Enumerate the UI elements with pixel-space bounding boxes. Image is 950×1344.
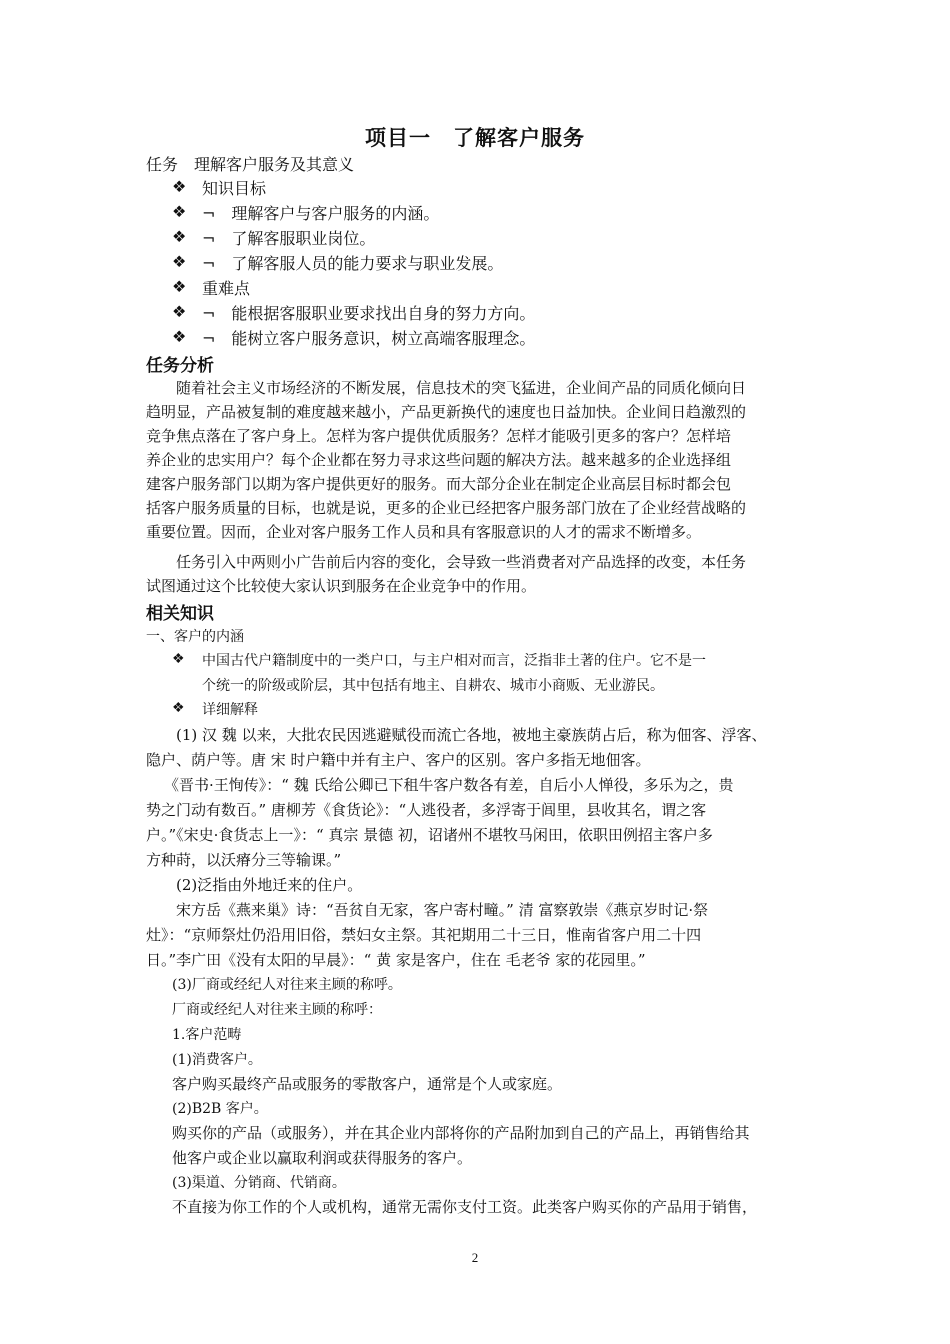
paragraph-line: 试图通过这个比较使大家认识到服务在企业竞争中的作用。 [146,577,537,595]
detail-line: 客户购买最终产品或服务的零散客户，通常是个人或家庭。 [172,1075,563,1093]
detail-line: (3)厂商或经纪人对往来主顾的称呼。 [172,977,402,993]
goal-item: ¬ 能树立客户服务意识，树立高端客服理念。 [202,329,536,348]
knowledge-item: 详细解释 [202,702,258,718]
task-heading: 任务 理解客户服务及其意义 [146,155,355,174]
goal-item: 重难点 [202,279,251,298]
paragraph-line: 随着社会主义市场经济的不断发展，信息技术的突飞猛进，企业间产品的同质化倾向日 [176,379,747,397]
goal-item: ¬ 理解客户与客户服务的内涵。 [202,204,440,223]
goal-item: 知识目标 [202,179,267,198]
detail-line: 势之门动有数百。” 唐柳芳《食货论》：“人逃役者，多浮寄于闾里，县收其名，谓之客 [146,801,707,819]
diamond-bullet-icon: ❖ [172,327,187,346]
goal-item: ¬ 了解客服职业岗位。 [202,229,376,248]
goal-item: ¬ 了解客服人员的能力要求与职业发展。 [202,254,504,273]
detail-line: (1) 汉 魏 以来，大批农民因逃避赋役而流亡各地，被地主豪族荫占后，称为佃客、浮客、 [176,726,767,744]
detail-line: 《晋书·王恂传》：“ 魏 氏给公卿已下租牛客户数各有差，自后小人惮役，多乐为之，贵 [164,776,734,794]
detail-line: 厂商或经纪人对往来主顾的称呼： [172,1002,382,1018]
detail-line: 他客户或企业以赢取利润或获得服务的客户。 [172,1149,473,1167]
detail-line: (2)泛指由外地迁来的住户。 [176,876,363,894]
diamond-bullet-icon: ❖ [172,700,185,716]
knowledge-item: 个统一的阶级或阶层，其中包括有地主、自耕农、城市小商贩、无业游民。 [202,678,664,694]
subsection-heading: 一、客户的内涵 [146,629,244,645]
paragraph-line: 任务引入中两则小广告前后内容的变化，会导致一些消费者对产品选择的改变，本任务 [176,553,747,571]
diamond-bullet-icon: ❖ [172,651,185,667]
detail-line: (2)B2B 客户。 [172,1101,268,1117]
detail-line: 方种莳，以沃瘠分三等输课。” [146,851,342,869]
section-heading-analysis: 任务分析 [146,356,214,376]
detail-line: 隐户、荫户等。唐 宋 时户籍中并有主户、客户的区别。客户多指无地佃客。 [146,751,651,769]
diamond-bullet-icon: ❖ [172,277,187,296]
detail-line: 户。”《宋史·食货志上一》：“ 真宗 景德 初，诏诸州不堪牧马闲田，依职田例招主客户多 [146,826,713,844]
knowledge-item: 中国古代户籍制度中的一类户口，与主户相对而言，泛指非土著的住户。它不是一 [202,653,706,669]
detail-line: 不直接为你工作的个人或机构，通常无需你支付工资。此类客户购买你的产品用于销售， [172,1198,758,1216]
diamond-bullet-icon: ❖ [172,202,187,221]
detail-line: 日。”李广田《没有太阳的早晨》：“ 黄 家是客户，住在 毛老爷 家的花园里。” [146,951,646,969]
detail-line: 购买你的产品（或服务），并在其企业内部将你的产品附加到自己的产品上，再销售给其 [172,1124,750,1142]
goal-item: ¬ 能根据客服职业要求找出自身的努力方向。 [202,304,536,323]
diamond-bullet-icon: ❖ [172,252,187,271]
paragraph-line: 竞争焦点落在了客户身上。怎样为客户提供优质服务？怎样才能吸引更多的客户？怎样培 [146,427,732,445]
paragraph-line: 养企业的忠实用户？每个企业都在努力寻求这些问题的解决方法。越来越多的企业选择组 [146,451,732,469]
paragraph-line: 括客户服务质量的目标，也就是说，更多的企业已经把客户服务部门放在了企业经营战略的 [146,499,747,517]
detail-line: 1.客户范畴 [172,1027,242,1043]
page-title: 项目一 了解客户服务 [365,126,585,150]
diamond-bullet-icon: ❖ [172,302,187,321]
detail-line: 灶》：“京师祭灶仍沿用旧俗，禁妇女主祭。其祀期用二十三日，惟南省客户用二十四 [146,926,702,944]
detail-line: 宋方岳《燕来巢》诗：“吾贫自无家，客户寄村疃。” 清 富察敦崇《燕京岁时记·祭 [176,901,709,919]
detail-line: (3)渠道、分销商、代销商。 [172,1175,346,1191]
page-number: 2 [471,1250,479,1265]
detail-line: (1)消费客户。 [172,1052,262,1068]
paragraph-line: 建客户服务部门以期为客户提供更好的服务。而大部分企业在制定企业高层目标时都会包 [146,475,732,493]
diamond-bullet-icon: ❖ [172,227,187,246]
paragraph-line: 重要位置。因而，企业对客户服务工作人员和具有客服意识的人才的需求不断增多。 [146,523,702,541]
diamond-bullet-icon: ❖ [172,177,187,196]
section-heading-knowledge: 相关知识 [146,604,214,624]
paragraph-line: 趋明显，产品被复制的难度越来越小，产品更新换代的速度也日益加快。企业间日趋激烈的 [146,403,747,421]
